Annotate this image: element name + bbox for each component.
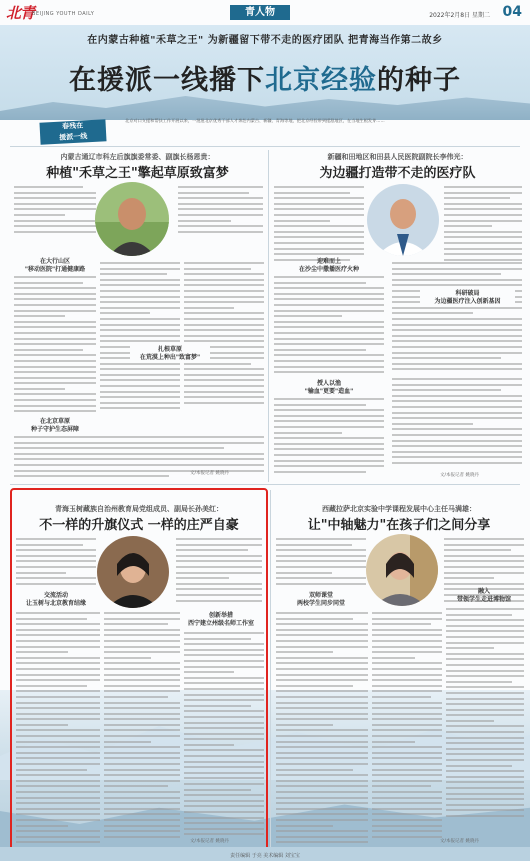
- badge-line1: 春残在: [61, 121, 84, 131]
- article-4-body: [276, 538, 366, 588]
- article-2-body-a: [274, 276, 384, 376]
- newspaper-logo: 北青: [6, 4, 35, 22]
- article-2-author: 文/本报记者 姚晓丹: [440, 473, 479, 478]
- article-2-title: 为边疆打造带不走的医疗队: [319, 166, 476, 181]
- article-1-portrait: [95, 182, 169, 256]
- headline-part2: 的种子: [377, 65, 461, 96]
- article-4-kicker: 西藏拉萨北京实验中学课程发展中心主任马满雄：: [322, 505, 476, 513]
- column-badge: [39, 119, 106, 144]
- article-4-body-c: [446, 608, 524, 844]
- portrait-man-image: [95, 182, 169, 256]
- logo-subtitle: BEIJING YOUTH DAILY: [32, 11, 95, 17]
- article-1-subhead-2: 扎根草原 在荒漠上种出"致富梦": [130, 346, 210, 362]
- section-tag: 青人物: [230, 5, 290, 20]
- feature-headline: [0, 58, 530, 97]
- highlight-box: [10, 488, 268, 853]
- article-2-subhead-1: 迎难而上 在沙尘中撒播医疗火种: [298, 258, 359, 273]
- article-2-body-d: [392, 378, 522, 472]
- article-2-body-b: [392, 262, 522, 372]
- article-2-body-c: [274, 398, 384, 480]
- article-2-subhead-3: 科研破局 为边疆医疗注入创新基因: [420, 290, 515, 306]
- article-2-portrait: [367, 184, 439, 256]
- article-1-kicker: 内蒙古通辽市科左后旗旗委常委、副旗长杨恩贵：: [60, 153, 215, 161]
- article-2-kicker: 新疆和田地区和田县人民医院副院长李伟光：: [327, 153, 468, 161]
- issue-date: 2022年2月8日 星期二: [429, 12, 490, 19]
- article-2-body: [274, 186, 364, 266]
- article-1-body-b: [100, 262, 180, 412]
- article-1-author: 文/本报记者 姚晓丹: [190, 471, 229, 476]
- article-4-portrait: [366, 534, 438, 606]
- headline-part1: 在援派一线播下: [69, 65, 265, 96]
- portrait-doctor-image: [367, 184, 439, 256]
- article-1-body-col2: [178, 186, 263, 234]
- masthead: [0, 0, 530, 24]
- article-4-subhead-1: 双师课堂 两校学生同步同堂: [296, 592, 345, 607]
- divider: [10, 146, 520, 147]
- article-1-subhead-1: 在大行山区 "移动医院"打通健康路: [24, 258, 86, 273]
- article-4-header: [272, 504, 526, 533]
- article-1-header: [10, 152, 265, 181]
- article-1-subhead-3: 在北京草原 种子守护生态屏障: [30, 418, 79, 433]
- article-2-body-col2: [444, 186, 522, 266]
- badge-line2: 援派一线: [59, 132, 88, 142]
- article-1-body-c: [184, 262, 264, 412]
- article-3-author: 文/本报记者 姚晓丹: [190, 839, 229, 844]
- article-4-subhead-2: 融入 带领学生走进博物馆: [456, 588, 511, 603]
- article-3-kicker: 青海玉树藏族自治州教育局党组成员、副局长孙美红：: [55, 505, 223, 513]
- article-3-title: 不一样的升旗仪式 一样的庄严自豪: [39, 518, 239, 533]
- footer-text: 责任编辑 于亮 美术编辑 刘宝宝: [230, 853, 300, 859]
- article-4-title: 让"中轴魅力"在孩子们之间分享: [307, 518, 491, 533]
- page-number: 04: [502, 4, 522, 20]
- divider: [10, 484, 520, 485]
- article-3-subhead-2: 创新举措 西宁建立州级名师工作室: [187, 612, 254, 627]
- article-3-subhead-1: 交流活动 让玉树与北京教育结缘: [25, 592, 86, 607]
- headline-highlight: 北京经验: [265, 65, 377, 96]
- article-1-title: 种植"禾草之王"擎起草原致富梦: [46, 166, 229, 181]
- article-4-body-b: [372, 612, 442, 844]
- article-4-body-a: [276, 612, 368, 844]
- portrait-teacher-image: [366, 534, 438, 606]
- article-2-header: [270, 152, 525, 181]
- column-divider: [268, 150, 269, 482]
- article-2-subhead-2: 授人以渔 "输血"更要"造血": [304, 380, 354, 395]
- column-divider: [270, 490, 271, 850]
- article-1-body: [14, 186, 96, 234]
- feature-subtitle: 在内蒙古种植"禾草之王" 为新疆留下带不走的医疗团队 把青海当作第二故乡: [87, 35, 443, 46]
- feature-intro: 北京对口支援和帮扶工作开展以来，一批批北京优秀干部人才奔赴内蒙古、新疆、青海等地，把北京经验带到援派地区，在当地生根发芽……: [125, 118, 385, 123]
- article-1-body-a: [14, 276, 96, 416]
- article-4-author: 文/本报记者 姚晓丹: [440, 839, 479, 844]
